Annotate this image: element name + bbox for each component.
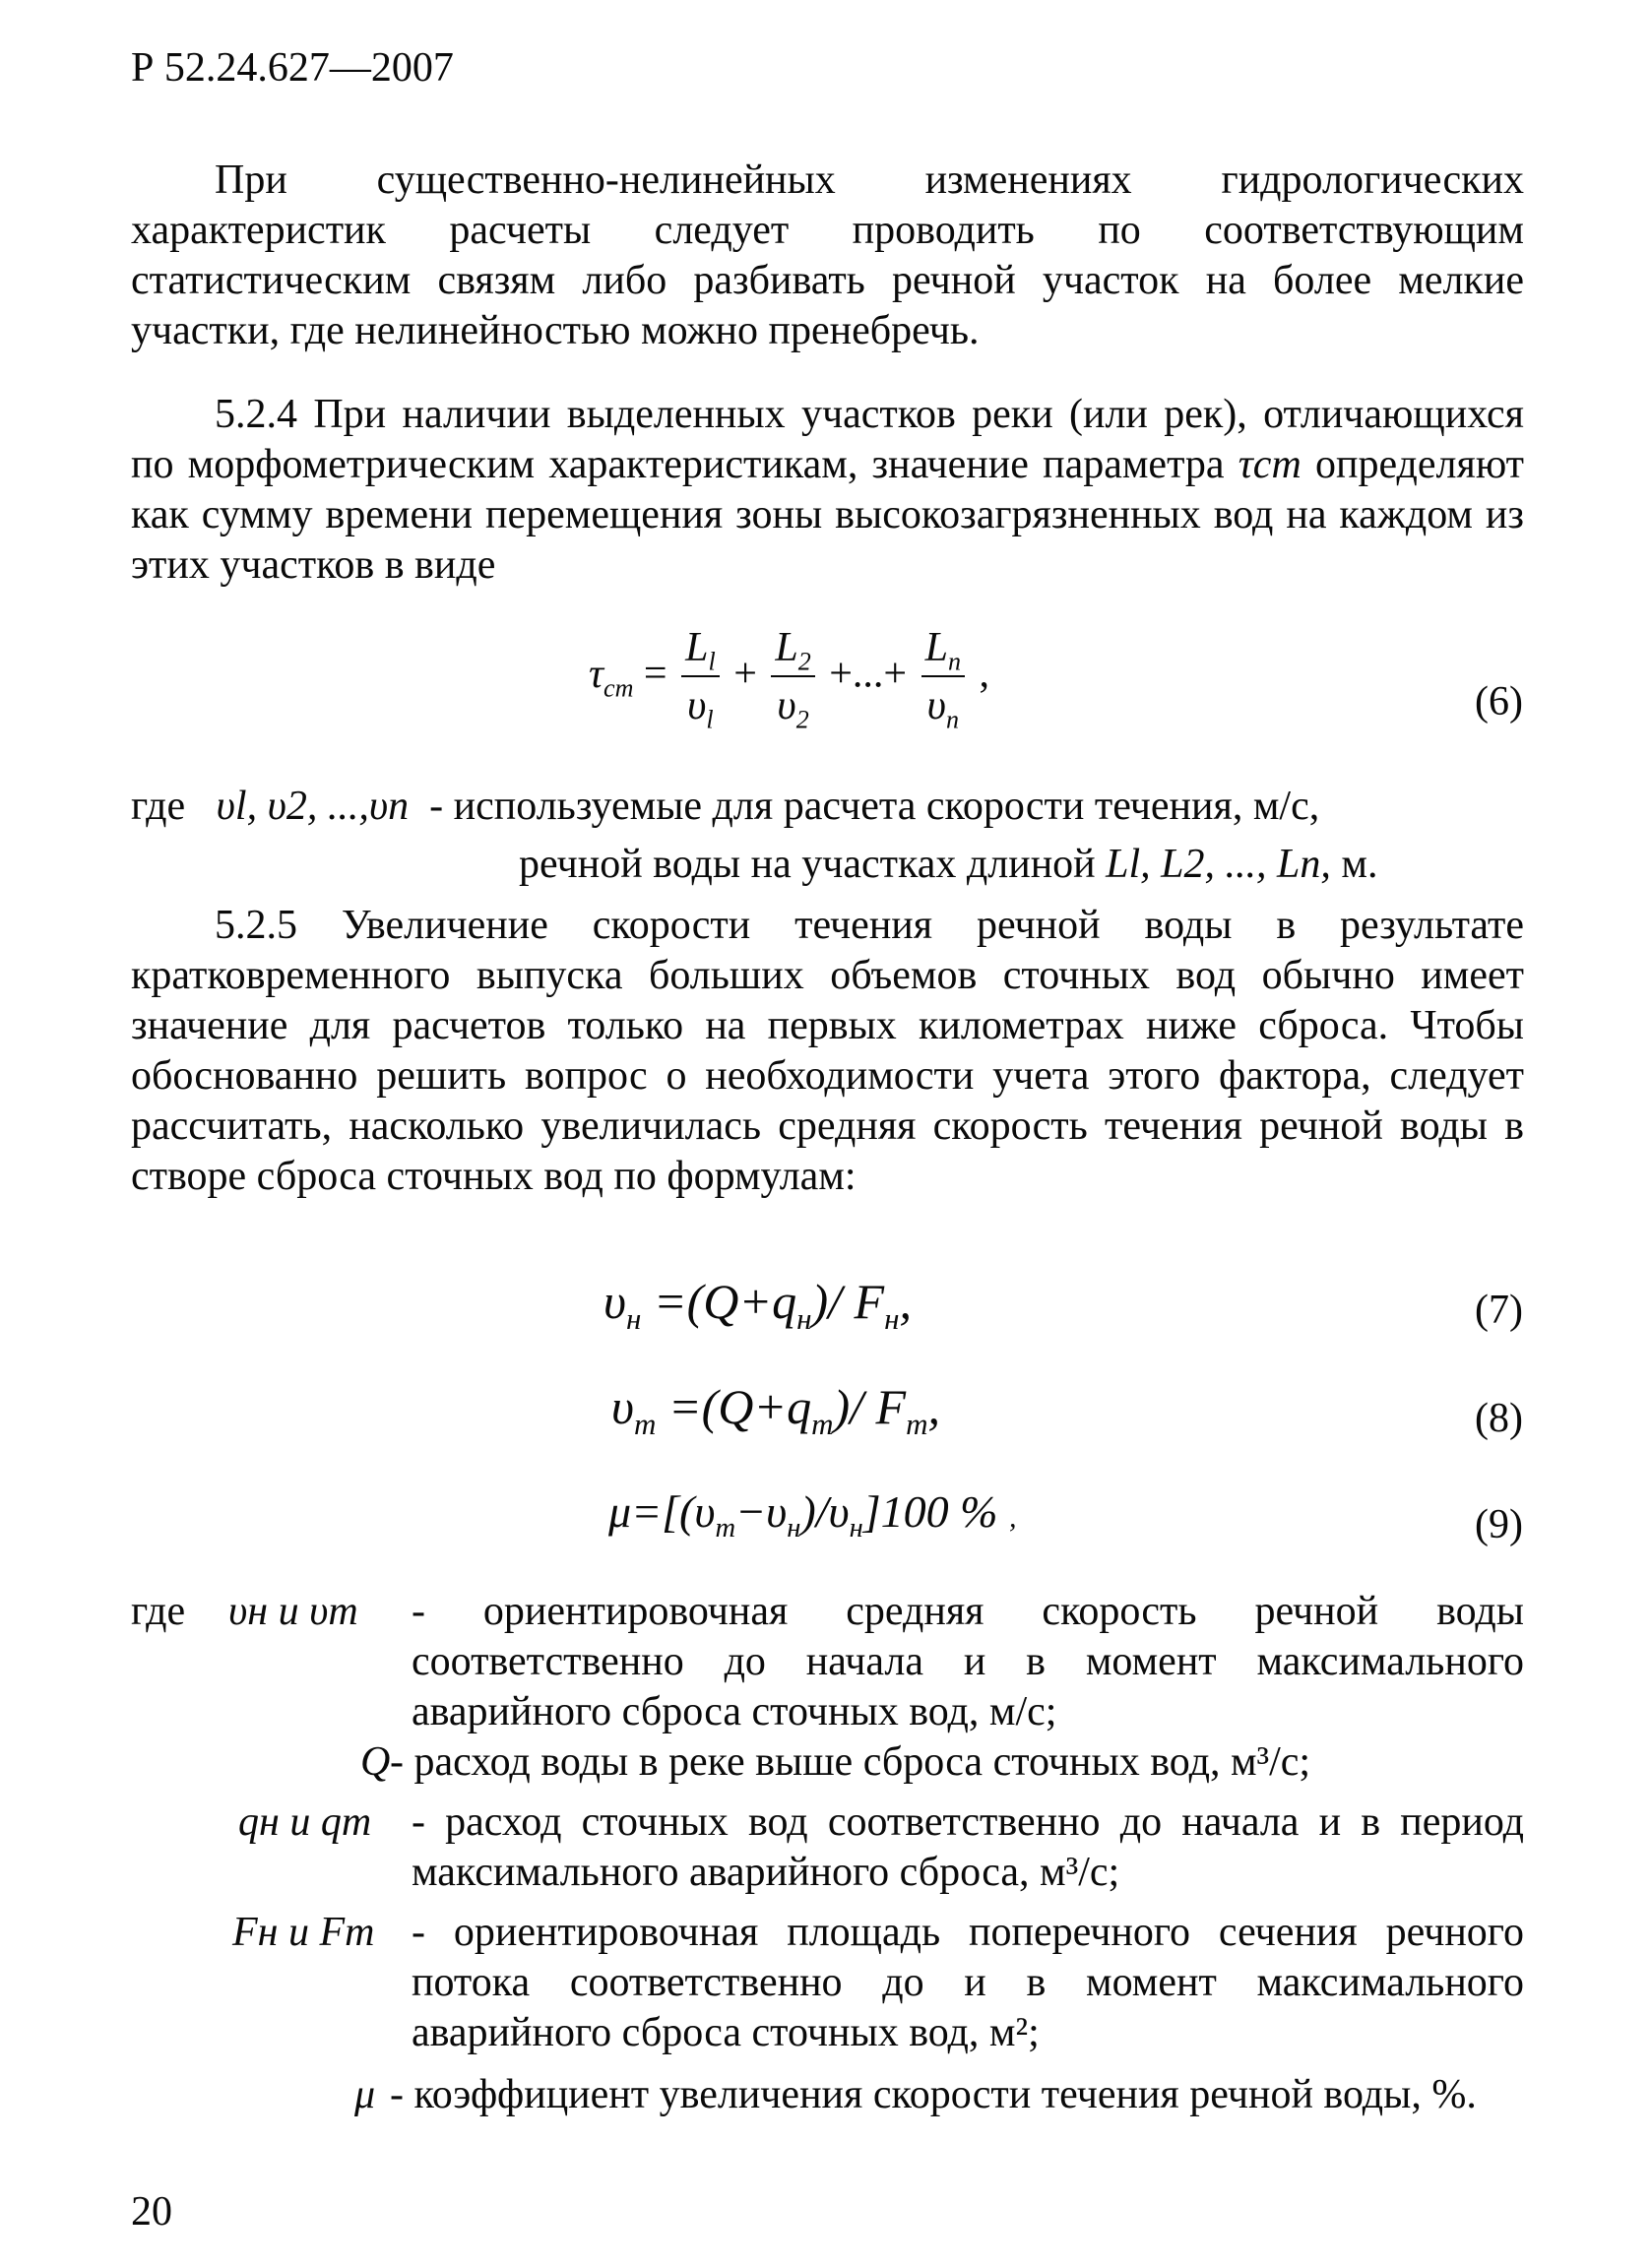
def-text-fn-fm: - ориентировочная площадь поперечного сечения речного потока соответственно до и в момент максимального аварийного сброса сточных вод, м²; bbox=[412, 1910, 1524, 2055]
def-text-mu: - коэффициент увеличения скорости течения речной воды, %. bbox=[390, 2072, 1477, 2117]
length-unit: м. bbox=[1341, 842, 1378, 887]
def-text-velocity: - ориентировочная средняя скорость речной воды соответственно до начала и в момент максимального аварийного сброса сточных вод, м/с; bbox=[412, 1589, 1524, 1734]
formula-9: $\mu=[(\upsilon_m-\upsilon_н)/\upsilon_н]100$ % , bbox=[608, 1486, 1017, 1544]
paragraph-5-2-4-end: определяют как сумму времени перемещения зоны высокозагрязненных вод на каждом из этих участков в виде bbox=[131, 442, 1524, 588]
velocity-definition-text: - используемые для расчета скорости течения, м/с, bbox=[429, 784, 1320, 829]
page-number: 20 bbox=[131, 2189, 172, 2235]
formula-7-number: (7) bbox=[1475, 1288, 1523, 1333]
formula-6-number: (6) bbox=[1475, 679, 1523, 724]
formula-6 bbox=[589, 620, 989, 734]
paragraph-5-2-4 bbox=[131, 390, 1524, 591]
formula-7: $\upsilon_н =(Q+q_н)/$ $F_н$, bbox=[603, 1274, 912, 1336]
formula-6-equals: = bbox=[643, 651, 667, 697]
def-symbol-qn-qm: qн и qm bbox=[238, 1799, 372, 1845]
tau-st-symbol: τст bbox=[1238, 442, 1302, 487]
formula-6-fraction-n: $\frac{L_n}{\upsilon_n}$ bbox=[921, 620, 965, 734]
document-header: Р 52.24.627—2007 bbox=[131, 45, 454, 91]
formula-8-number: (8) bbox=[1475, 1396, 1523, 1441]
length-symbols: Ll, L2, ..., Ln, bbox=[1106, 842, 1331, 887]
where-label: где bbox=[131, 784, 186, 829]
def-symbol-q: Q bbox=[360, 1739, 391, 1785]
where-label-2: где bbox=[131, 1589, 186, 1634]
formula-8: $\upsilon_m =(Q+q_m)/$ $F_m$, bbox=[611, 1379, 940, 1441]
formula-6-plus: + bbox=[733, 651, 757, 697]
paragraph-5-2-4-start: 5.2.4 При наличии выделенных участков реки (или рек), отличающихся по морфометрическим характеристикам, значение параметра bbox=[131, 392, 1524, 487]
formula-6-lhs: $\tau_{ст}$ bbox=[589, 651, 634, 703]
formula-6-fraction-2: $\frac{L_2}{\upsilon_2}$ bbox=[771, 620, 814, 734]
paragraph-nonlinear: При существенно-нелинейных изменениях гидрологических характеристик расчеты следует проводить по соответствующим статистическим связям либо разбивать речной участок на более мелкие участки, где нелинейностью можно пренебречь. bbox=[131, 158, 1524, 353]
def-symbol-mu: μ bbox=[354, 2072, 376, 2117]
def-text-q: - расход воды в реке выше сброса сточных вод, м³/с; bbox=[390, 1739, 1311, 1785]
velocity-symbols: υl, υ2, ...,υn bbox=[216, 784, 410, 829]
formula-6-comma: , bbox=[979, 651, 989, 697]
length-definition-text: речной воды на участках длиной bbox=[519, 842, 1096, 887]
def-symbol-fn-fm: Fн и Fm bbox=[232, 1910, 375, 1955]
paragraph-5-2-5: 5.2.5 Увеличение скорости течения речной воды в результате кратковременного выпуска больших объемов сточных вод обычно имеет значение для расчетов только на первых километрах ниже сброса. Чтобы обоснованно решить вопрос о необходимости учета этого фактора, следует рассчитать, насколько увеличилась средняя скорость течения речной воды в створе сброса сточных вод по формулам: bbox=[131, 903, 1524, 1199]
def-text-qn-qm: - расход сточных вод соответственно до начала и в период максимального аварийного сброса, м³/с; bbox=[412, 1799, 1524, 1895]
formula-6-fraction-1: $\frac{L_l}{\upsilon_l}$ bbox=[681, 620, 720, 734]
formula-9-number: (9) bbox=[1475, 1502, 1523, 1547]
definition-lengths bbox=[519, 840, 1377, 890]
def-symbol-velocity: υн и υm bbox=[228, 1589, 358, 1634]
formula-6-ellipsis: +...+ bbox=[829, 651, 908, 697]
definition-velocities bbox=[131, 782, 1319, 832]
